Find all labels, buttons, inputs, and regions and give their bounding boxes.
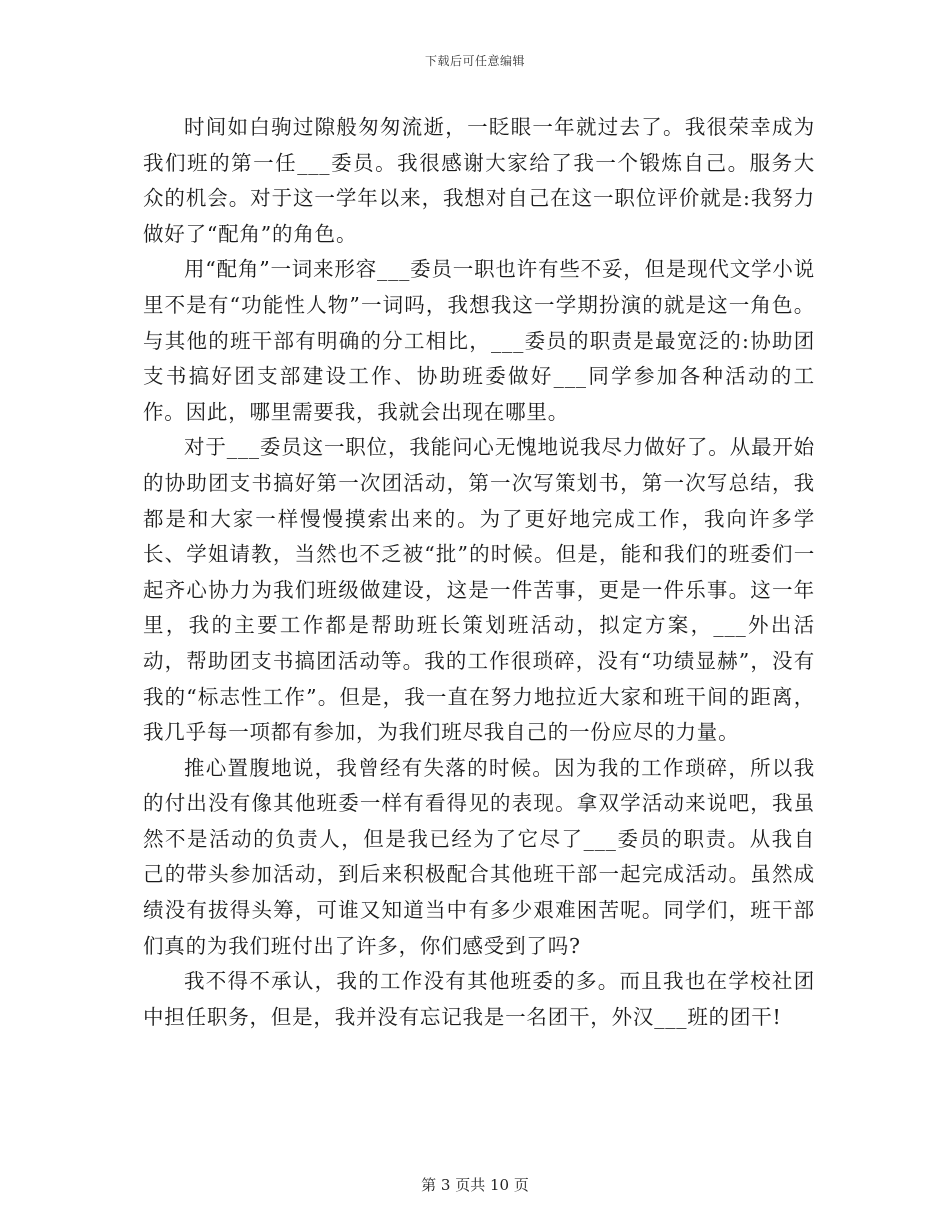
document-body: [143, 110, 815, 1035]
paragraph-2: 用“配角”一词来形容___委员一职也许有些不妥，但是现代文学小说里不是有“功能性人物”一词吗，我想我这一学期扮演的就是这一角色。与其他的班干部有明确的分工相比，___委员的职责是最宽泛的:协助团支书搞好团支部建设工作、协助班委做好___同学参加各种活动的工作。因此，哪里需要我，我就会出现在哪里。: [143, 257, 815, 424]
paragraph-4: 推心置腹地说，我曾经有失落的时候。因为我的工作琐碎，所以我的付出没有像其他班委一样有看得见的表现。拿双学活动来说吧，我虽然不是活动的负责人，但是我已经为了它尽了___委员的职责。从我自己的带头参加活动，到后来积极配合其他班干部一起完成活动。虽然成绩没有拔得头筹，可谁又知道当中有多少艰难困苦呢。同学们，班干部们真的为我们班付出了许多，你们感受到了吗?: [143, 755, 815, 958]
paragraph-5: 我不得不承认，我的工作没有其他班委的多。而且我也在学校社团中担任职务，但是，我并没有忘记我是一名团干，外汉___班的团干!: [143, 969, 815, 1029]
page-header: 下载后可任意编辑: [424, 54, 525, 68]
paragraph-1: 时间如白驹过隙般匆匆流逝，一眨眼一年就过去了。我很荣幸成为我们班的第一任___委员。我很感谢大家给了我一个锻炼自己。服务大众的机会。对于这一学年以来，我想对自己在这一职位评价就是:我努力做好了“配角”的角色。: [143, 115, 815, 246]
paragraph-3: 对于___委员这一职位，我能问心无愧地说我尽力做好了。从最开始的协助团支书搞好第一次团活动，第一次写策划书，第一次写总结，我都是和大家一样慢慢摸索出来的。为了更好地完成工作，我向许多学长、学姐请教，当然也不乏被“批”的时候。但是，能和我们的班委们一起齐心协力为我们班级做建设，这是一件苦事，更是一件乐事。这一年里，我的主要工作都是帮助班长策划班活动，拟定方案，___外出活动，帮助团支书搞团活动等。我的工作很琐碎，没有“功绩显赫”，没有我的“标志性工作”。但是，我一直在努力地拉近大家和班干间的距离，我几乎每一项都有参加，为我们班尽我自己的一份应尽的力量。: [143, 435, 815, 745]
page-footer: 第 3 页共 10 页: [421, 1176, 529, 1194]
